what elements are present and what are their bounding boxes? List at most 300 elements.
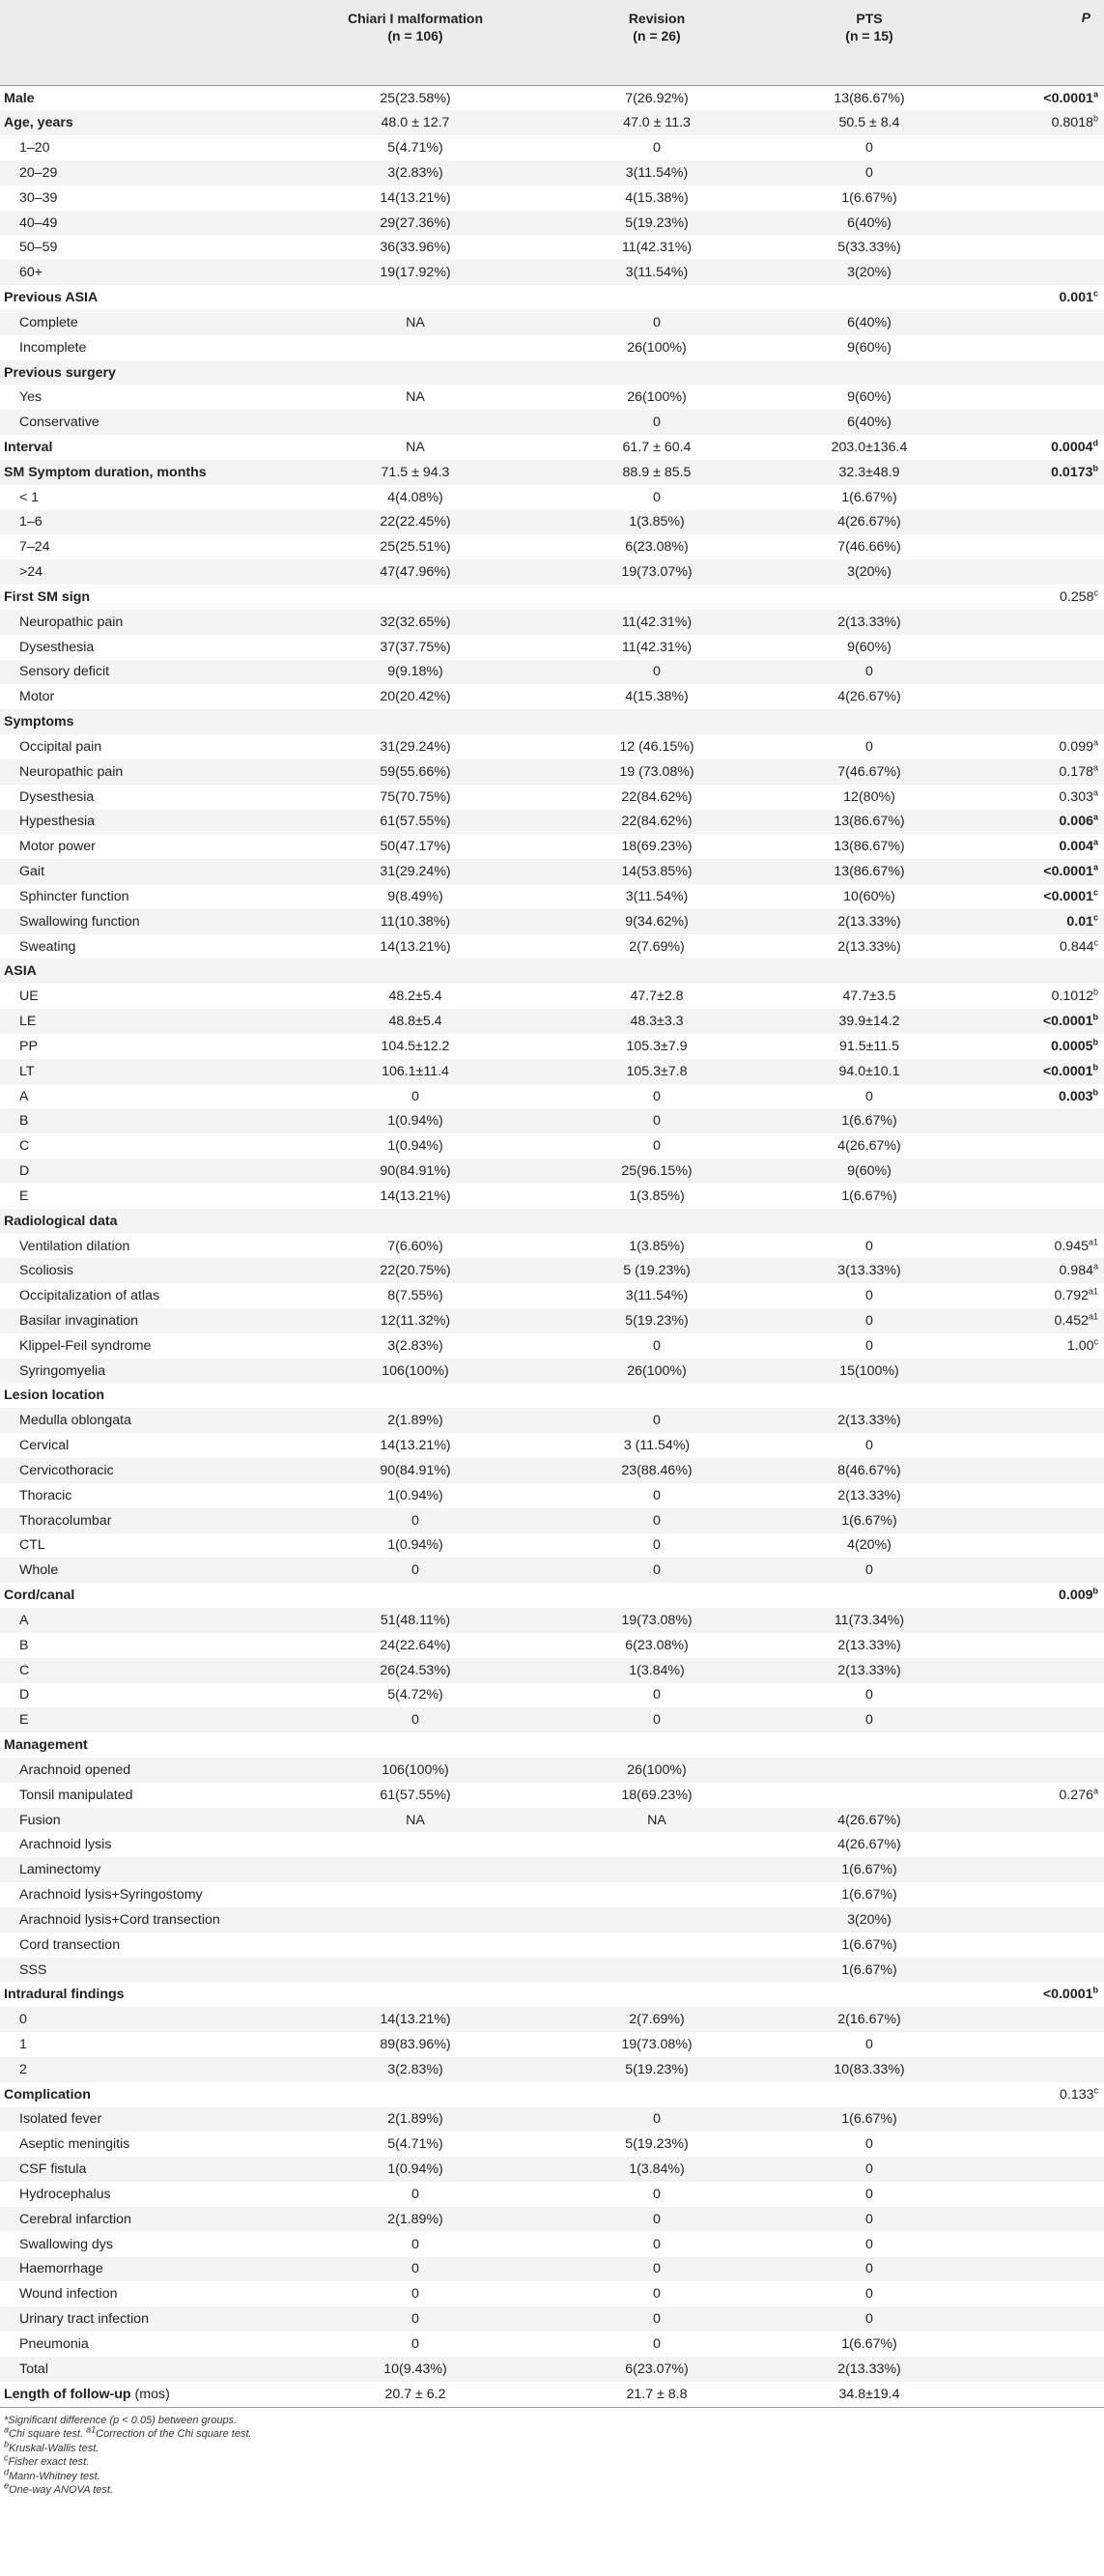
row-label-text: Incomplete	[19, 339, 87, 356]
p-value-test-marker: b	[1092, 1061, 1098, 1072]
p-value-text: 0.133	[1059, 2086, 1094, 2103]
chiari-value	[290, 959, 541, 984]
row-label-text: Wound infection	[19, 2286, 118, 2303]
pts-value: 13(86.67%)	[834, 90, 905, 106]
pts-value: 94.0±10.1	[838, 1063, 900, 1079]
table-row	[0, 1683, 1104, 1708]
p-value	[966, 1483, 1104, 1508]
chiari-value: 1(0.94%)	[387, 1138, 443, 1155]
p-value-text: 0.844	[1059, 938, 1094, 955]
row-label-text: 30–39	[19, 189, 58, 206]
p-value	[966, 1283, 1104, 1308]
row-label-text: Previous ASIA	[4, 290, 99, 306]
row-label	[0, 1209, 290, 1234]
row-label	[0, 1159, 290, 1184]
p-value-text: 0.276	[1059, 1787, 1093, 1803]
pts-value: 1(6.67%)	[841, 1862, 897, 1878]
footnote-e-text: One-way ANOVA test.	[9, 2484, 114, 2497]
row-label-text: Length of follow-up	[4, 2386, 131, 2402]
revision-value	[541, 2082, 773, 2107]
row-label	[0, 810, 290, 835]
pts-value	[773, 360, 966, 386]
chiari-value: 51(48.11%)	[380, 1612, 451, 1628]
pts-value: 13(86.67%)	[834, 839, 905, 855]
p-value	[966, 310, 1104, 335]
pts-value: 0	[865, 2186, 873, 2202]
chiari-value: 0	[411, 2261, 419, 2277]
p-value	[966, 385, 1104, 410]
row-label-text: First SM sign	[4, 588, 91, 605]
row-label-text: Dysesthesia	[19, 788, 95, 805]
p-value	[966, 1159, 1104, 1184]
p-value	[966, 2107, 1104, 2132]
section-row	[0, 959, 1104, 984]
p-value-test-marker: a	[1092, 88, 1098, 99]
table-row	[0, 1857, 1104, 1882]
row-label-text: LE	[19, 1014, 37, 1030]
footnote-e	[4, 2480, 1104, 2498]
table-row	[0, 909, 1104, 934]
chiari-value: 90(84.91%)	[380, 1163, 451, 1180]
p-value	[966, 1359, 1104, 1384]
p-value-test-marker: c	[1093, 1336, 1098, 1347]
table-row	[0, 1034, 1104, 1059]
p-value	[966, 485, 1104, 510]
footnote-c-mark: c	[4, 2452, 9, 2463]
pts-value: 1(6.67%)	[841, 2335, 897, 2352]
chiari-value	[290, 1209, 541, 1234]
revision-value: 22(84.62%)	[621, 788, 693, 805]
p-value-test-marker: a1	[1088, 1311, 1098, 1322]
chiari-value	[290, 1583, 541, 1608]
p-value	[966, 1108, 1104, 1133]
p-value	[966, 1234, 1104, 1259]
row-label	[0, 2032, 290, 2057]
revision-value: 0	[653, 2111, 661, 2128]
revision-value: 4(15.38%)	[625, 189, 689, 206]
table-row	[0, 1059, 1104, 1084]
chiari-value: NA	[406, 1812, 425, 1828]
section-row	[0, 1583, 1104, 1608]
table-row	[0, 2132, 1104, 2157]
p-value	[966, 2257, 1104, 2282]
revision-value: 1(3.84%)	[629, 1662, 685, 1678]
row-label-text: B	[19, 1637, 29, 1653]
row-label	[0, 360, 290, 386]
chiari-value: 25(25.51%)	[380, 539, 451, 556]
table-row	[0, 2207, 1104, 2232]
revision-value: 9(34.62%)	[625, 913, 689, 930]
revision-value: 3(11.54%)	[625, 265, 689, 281]
chiari-value	[290, 1732, 541, 1758]
row-label-text: E	[19, 1188, 29, 1204]
p-value-text: 0.303	[1059, 788, 1093, 805]
pts-value: 0	[865, 1712, 873, 1729]
row-label-text: Yes	[19, 389, 42, 406]
p-value-test-marker: a1	[1088, 1236, 1098, 1246]
revision-value	[541, 360, 773, 386]
pts-value: 0	[865, 2161, 873, 2178]
p-value	[966, 2207, 1104, 2232]
pts-value: 0	[865, 140, 873, 157]
pts-value	[773, 1583, 966, 1608]
chiari-value: 2(1.89%)	[387, 2211, 443, 2227]
pts-value: 0	[865, 1238, 873, 1254]
revision-value: 18(69.23%)	[621, 839, 693, 855]
p-value	[966, 610, 1104, 635]
p-value	[966, 1433, 1104, 1458]
chiari-value: 1(0.94%)	[387, 1113, 443, 1130]
p-value	[966, 285, 1104, 310]
section-row	[0, 585, 1104, 610]
p-value	[966, 1683, 1104, 1708]
row-label	[0, 1707, 290, 1732]
footnote-significance: *Significant difference (p < 0.05) between groups.	[4, 2414, 238, 2426]
table-row	[0, 310, 1104, 335]
row-label-text: 2	[19, 2061, 27, 2077]
table-row	[0, 859, 1104, 884]
row-label	[0, 160, 290, 186]
revision-value: 5 (19.23%)	[623, 1263, 691, 1279]
row-label	[0, 2182, 290, 2207]
pts-value: 2(13.33%)	[837, 1413, 901, 1429]
p-value	[966, 1084, 1104, 1109]
row-label-text: Occipitalization of atlas	[19, 1288, 160, 1304]
chiari-value: 0	[411, 2186, 419, 2202]
chiari-value: 37(37.75%)	[380, 639, 451, 655]
pts-value: 1(6.67%)	[841, 489, 897, 505]
row-label	[0, 1658, 290, 1683]
p-value	[966, 1059, 1104, 1084]
row-label-text: Neuropathic pain	[19, 614, 124, 630]
row-label-text: LT	[19, 1063, 35, 1079]
row-label-text: Arachnoid opened	[19, 1761, 131, 1778]
row-label-text: 20–29	[19, 164, 58, 181]
p-value	[966, 909, 1104, 934]
revision-value	[541, 709, 773, 734]
table-row	[0, 1707, 1104, 1732]
chiari-value: 9(8.49%)	[387, 888, 443, 904]
pts-value: 6(40%)	[847, 314, 892, 330]
chiari-value: 0	[411, 2335, 419, 2352]
p-value	[966, 810, 1104, 835]
row-label	[0, 884, 290, 909]
revision-value: 12 (46.15%)	[619, 738, 694, 755]
p-value-test-marker: a	[1092, 737, 1098, 748]
row-label	[0, 510, 290, 535]
footnote-a1-text: Correction of the Chi square test.	[96, 2428, 252, 2441]
table-row	[0, 211, 1104, 236]
p-value	[966, 2232, 1104, 2257]
row-label-text: Interval	[4, 440, 53, 455]
chiari-value: 24(22.64%)	[380, 1637, 451, 1653]
row-label	[0, 410, 290, 435]
row-label-text: Management	[4, 1737, 88, 1754]
row-label	[0, 1932, 290, 1958]
p-value	[966, 186, 1104, 211]
pts-value: 4(26.67%)	[837, 1138, 901, 1155]
table-row	[0, 385, 1104, 410]
p-value-text: 0.0005	[1051, 1038, 1093, 1054]
row-label	[0, 2007, 290, 2032]
table-row	[0, 2157, 1104, 2182]
revision-value: 5(19.23%)	[625, 1312, 689, 1329]
row-label	[0, 260, 290, 285]
row-label-text: Cervicothoracic	[19, 1462, 114, 1478]
pts-value: 47.7±3.5	[842, 988, 896, 1005]
table-row	[0, 410, 1104, 435]
row-label	[0, 1982, 290, 2007]
row-label-text: ASIA	[4, 963, 37, 980]
row-label	[0, 1433, 290, 1458]
footnote-a1-mark: a1	[86, 2424, 97, 2435]
p-value	[966, 834, 1104, 859]
row-label	[0, 385, 290, 410]
row-label-text: Basilar invagination	[19, 1312, 139, 1329]
row-label-text: Occipital pain	[19, 738, 102, 755]
pts-value: 1(6.67%)	[841, 1936, 897, 1953]
table-row	[0, 1408, 1104, 1433]
p-value	[966, 1558, 1104, 1583]
p-value-text: 1.00	[1066, 1337, 1094, 1354]
p-value	[966, 1384, 1104, 1409]
table-row	[0, 1658, 1104, 1683]
pts-value	[773, 1732, 966, 1758]
row-label-text: C	[19, 1662, 30, 1678]
p-value-text: 0.452	[1054, 1312, 1089, 1329]
p-value-test-marker: a	[1092, 812, 1098, 822]
revision-value: 61.7 ± 60.4	[622, 440, 692, 455]
p-value	[966, 1133, 1104, 1159]
p-value	[966, 1707, 1104, 1732]
pts-value: 34.8±19.4	[838, 2386, 900, 2402]
header-revision-n: (n = 26)	[633, 28, 681, 43]
p-value	[966, 2182, 1104, 2207]
section-row	[0, 1982, 1104, 2007]
pts-value	[773, 1384, 966, 1409]
pts-value: 4(26.67%)	[837, 514, 901, 530]
row-label	[0, 2232, 290, 2257]
row-label	[0, 1508, 290, 1533]
chiari-value: 7(6.60%)	[387, 1238, 443, 1254]
table-row	[0, 1258, 1104, 1283]
revision-value: 22(84.62%)	[621, 814, 693, 830]
row-label	[0, 559, 290, 585]
table-row	[0, 834, 1104, 859]
table-row	[0, 1133, 1104, 1159]
pts-value	[773, 959, 966, 984]
row-label	[0, 2107, 290, 2132]
row-label	[0, 110, 290, 135]
chiari-value: 29(27.36%)	[380, 215, 451, 231]
pts-value: 0	[865, 2286, 873, 2303]
table-row	[0, 1758, 1104, 1783]
row-label	[0, 2281, 290, 2306]
row-label-text: Medulla oblongata	[19, 1413, 131, 1429]
revision-value	[541, 1732, 773, 1758]
pts-value	[773, 2082, 966, 2107]
row-label	[0, 759, 290, 785]
table-row	[0, 1783, 1104, 1808]
section-row	[0, 2082, 1104, 2107]
row-label	[0, 709, 290, 734]
chiari-value	[290, 1907, 541, 1932]
chiari-value: 0	[411, 2236, 419, 2252]
p-value	[966, 360, 1104, 386]
row-label	[0, 684, 290, 709]
section-row	[0, 1732, 1104, 1758]
row-label	[0, 959, 290, 984]
row-label-text: Intradural findings	[4, 1987, 125, 2003]
revision-value: 26(100%)	[627, 339, 687, 356]
p-value	[966, 1034, 1104, 1059]
row-label-text: Neuropathic pain	[19, 763, 124, 780]
table-row	[0, 1633, 1104, 1658]
footnote-c	[4, 2452, 1104, 2470]
revision-value: 0	[653, 489, 661, 505]
table-row	[0, 1333, 1104, 1359]
revision-value: 7(26.92%)	[625, 90, 689, 106]
p-value	[966, 2007, 1104, 2032]
footnote-b	[4, 2438, 1104, 2456]
pts-value: 0	[865, 2037, 873, 2052]
table-row	[0, 785, 1104, 810]
row-label	[0, 1732, 290, 1758]
row-label-text: CTL	[19, 1537, 45, 1554]
pts-value: 5(33.33%)	[837, 240, 901, 256]
table-row	[0, 1359, 1104, 1384]
pts-value: 2(13.33%)	[837, 1487, 901, 1503]
table-row	[0, 810, 1104, 835]
chiari-value: 19(17.92%)	[380, 265, 451, 281]
row-label	[0, 435, 290, 460]
row-label	[0, 186, 290, 211]
chiari-value	[290, 1857, 541, 1882]
revision-value: 5(19.23%)	[625, 2136, 689, 2153]
pts-value	[773, 1783, 966, 1808]
p-value-test-marker: c	[1092, 288, 1098, 299]
revision-value: 0	[653, 1413, 661, 1429]
p-value	[966, 959, 1104, 984]
p-value	[966, 934, 1104, 959]
chiari-value: 11(10.38%)	[380, 913, 451, 930]
p-value	[966, 1408, 1104, 1433]
revision-value: 4(15.38%)	[625, 689, 689, 705]
p-value-text: 0.178	[1059, 763, 1093, 780]
row-label	[0, 734, 290, 759]
p-value-test-marker: a	[1092, 1261, 1098, 1272]
table-row	[0, 2007, 1104, 2032]
row-label	[0, 310, 290, 335]
section-row	[0, 1384, 1104, 1409]
chiari-value: 31(29.24%)	[380, 864, 451, 880]
p-value	[966, 2057, 1104, 2082]
table-row	[0, 1108, 1104, 1133]
row-label	[0, 2157, 290, 2182]
revision-value	[541, 959, 773, 984]
revision-value: 0	[653, 2335, 661, 2352]
pts-value: 39.9±14.2	[838, 1014, 900, 1030]
revision-value: 0	[653, 2186, 661, 2202]
section-row	[0, 435, 1104, 460]
chiari-value: 75(70.75%)	[380, 788, 451, 805]
chiari-value	[290, 1882, 541, 1907]
row-label-text: Symptoms	[4, 714, 74, 730]
chiari-value: 32(32.65%)	[380, 614, 451, 630]
row-label-text: Gait	[19, 864, 45, 880]
row-label	[0, 1533, 290, 1559]
revision-value	[541, 1209, 773, 1234]
table-row	[0, 2306, 1104, 2332]
revision-value: 0	[653, 1138, 661, 1155]
table-row	[0, 235, 1104, 260]
revision-value: 0	[653, 1088, 661, 1104]
row-label-text: UE	[19, 988, 39, 1005]
p-value	[966, 1758, 1104, 1783]
row-label	[0, 1758, 290, 1783]
row-label	[0, 1384, 290, 1409]
row-label-text: Sweating	[19, 938, 76, 955]
row-label-text: 7–24	[19, 539, 50, 556]
row-label-text: C	[19, 1138, 30, 1155]
pts-value: 3(13.33%)	[837, 1263, 901, 1279]
table-row	[0, 186, 1104, 211]
p-value-text: 0.1012	[1051, 988, 1093, 1005]
revision-value	[541, 1907, 773, 1932]
pts-value: 9(60%)	[847, 1163, 892, 1180]
table-row	[0, 1558, 1104, 1583]
table-row	[0, 1808, 1104, 1833]
row-label	[0, 859, 290, 884]
chiari-value: 5(4.71%)	[387, 140, 443, 157]
pts-value	[773, 1758, 966, 1783]
section-row	[0, 86, 1104, 111]
p-value	[966, 2157, 1104, 2182]
p-value-test-marker: a	[1092, 1785, 1098, 1795]
row-label	[0, 235, 290, 260]
footnote-a-mark: a	[4, 2424, 10, 2435]
header-chiari-n: (n = 106)	[387, 28, 443, 43]
table-row	[0, 2032, 1104, 2057]
revision-value: 14(53.85%)	[621, 864, 693, 880]
table-row	[0, 1458, 1104, 1483]
row-label	[0, 1184, 290, 1209]
p-value-text: 0.8018	[1051, 115, 1093, 131]
section-row	[0, 460, 1104, 485]
row-label	[0, 1408, 290, 1433]
p-value-text: 0.004	[1059, 839, 1093, 855]
p-value	[966, 859, 1104, 884]
section-row	[0, 285, 1104, 310]
pts-value: 2(16.67%)	[837, 2012, 901, 2028]
footnote-a	[4, 2424, 1104, 2442]
table-row	[0, 759, 1104, 785]
table-row	[0, 1283, 1104, 1308]
chiari-value: 20(20.42%)	[380, 689, 451, 705]
row-label	[0, 534, 290, 559]
chiari-value: 9(9.18%)	[387, 664, 443, 680]
row-label	[0, 635, 290, 660]
chiari-value	[290, 285, 541, 310]
row-label	[0, 135, 290, 160]
p-value-test-marker: c	[1093, 936, 1098, 947]
row-label	[0, 460, 290, 485]
pts-value: 2(13.33%)	[837, 2361, 901, 2377]
pts-value: 91.5±11.5	[839, 1038, 899, 1054]
p-value-text: 0.01	[1066, 913, 1093, 930]
pts-value: 2(13.33%)	[837, 614, 901, 630]
table-header-row	[0, 0, 1104, 86]
